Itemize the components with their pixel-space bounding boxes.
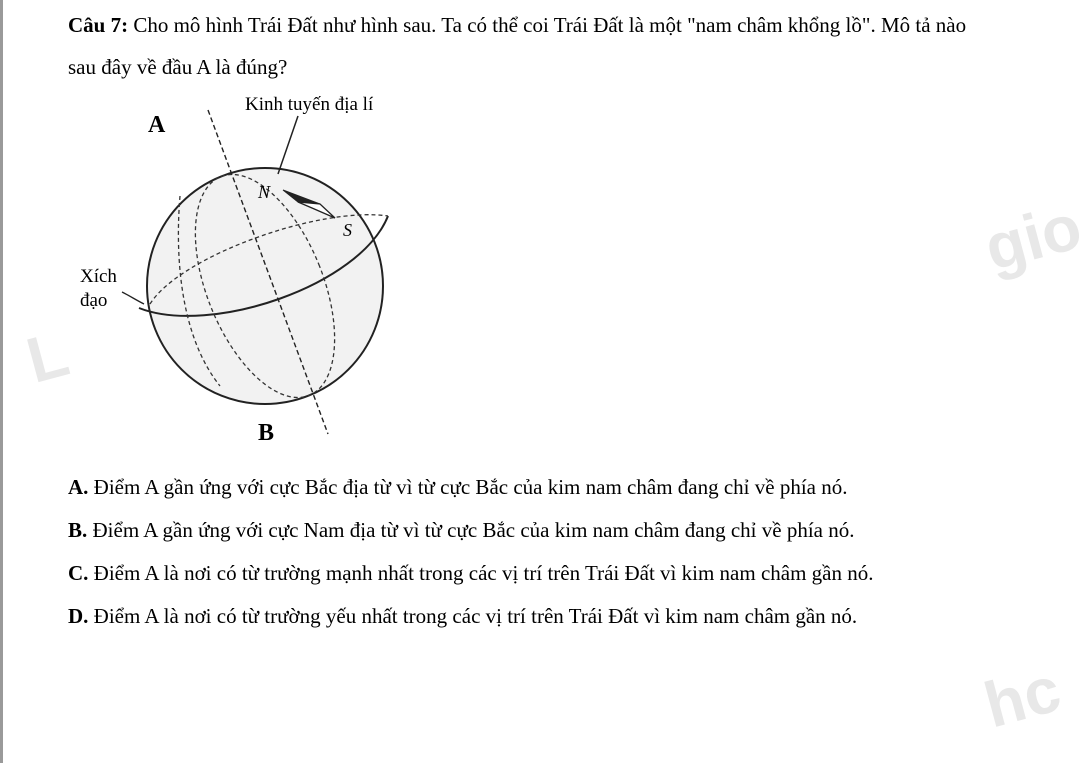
answer-options [68, 466, 978, 638]
meridian-leader [278, 116, 298, 174]
earth-diagram [60, 86, 430, 446]
option-letter: D. [68, 604, 89, 628]
question-text [68, 4, 968, 88]
option-letter: A. [68, 475, 89, 499]
watermark-bottom-right: hc [976, 652, 1068, 742]
option-text: Điểm A là nơi có từ trường mạnh nhất trong các vị trí trên Trái Đất vì kim nam châm gần nó. [88, 561, 874, 585]
option-letter: B. [68, 518, 88, 542]
globe [147, 168, 383, 404]
option-c[interactable] [68, 552, 978, 594]
label-equator-2: đạo [80, 290, 108, 311]
option-text: Điểm A gần ứng với cực Nam địa từ vì từ cực Bắc của kim nam châm đang chỉ về phía nó. [87, 518, 855, 542]
label-equator-1: Xích [80, 266, 117, 287]
watermark-left: L [19, 317, 76, 397]
option-letter: C. [68, 561, 89, 585]
label-meridian: Kinh tuyến địa lí [245, 94, 374, 115]
label-a: A [148, 112, 166, 138]
question-number: Câu 7: [68, 13, 129, 37]
option-text: Điểm A là nơi có từ trường yếu nhất trong các vị trí trên Trái Đất vì kim nam châm gần nó. [88, 604, 858, 628]
label-n: N [258, 182, 271, 202]
label-s: S [343, 220, 352, 240]
watermark-top-right: gio [977, 189, 1089, 285]
earth-magnet-figure [60, 86, 430, 446]
label-b: B [258, 420, 275, 446]
option-a[interactable] [68, 466, 978, 508]
option-text: Điểm A gần ứng với cực Bắc địa từ vì từ cực Bắc của kim nam châm đang chỉ về phía nó. [88, 475, 848, 499]
equator-leader [122, 292, 144, 304]
page-left-border [0, 0, 3, 763]
option-b[interactable] [68, 509, 978, 551]
question-body: Cho mô hình Trái Đất như hình sau. Ta có thể coi Trái Đất là một "nam châm khổng lồ". Mô tả nào sau đây về đầu A là đúng? [68, 13, 967, 79]
option-d[interactable] [68, 595, 978, 637]
